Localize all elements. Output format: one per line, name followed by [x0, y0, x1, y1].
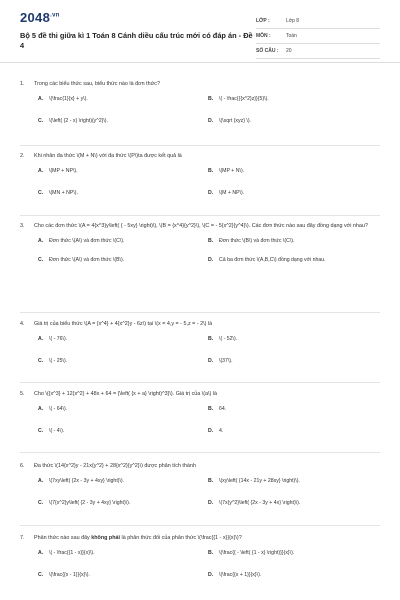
option-text: \( - 52\).: [219, 336, 238, 342]
option-letter: D.: [208, 427, 214, 434]
question-2: [20, 152, 380, 197]
options: [20, 550, 380, 579]
question-number: 6.: [20, 463, 25, 469]
option-letter: B.: [208, 168, 214, 174]
logo-text: 2048: [20, 10, 51, 25]
option-text: \(\frac{{ - \left( {1 - x} \right)}}{x}\).: [219, 550, 295, 556]
option-a[interactable]: [38, 406, 208, 414]
option-letter: B.: [208, 478, 214, 484]
meta-row-subject: [256, 29, 380, 44]
question-number: 1.: [20, 81, 25, 87]
option-letter: A.: [38, 478, 44, 484]
option-c[interactable]: [38, 358, 208, 366]
option-letter: C.: [38, 189, 44, 196]
logo-suffix: .vn: [50, 12, 60, 19]
option-text: \( - 25\).: [49, 357, 68, 364]
question-divider: [20, 525, 380, 526]
option-letter: B.: [208, 406, 214, 412]
option-text: \(\sqrt {xyz} \).: [219, 117, 251, 124]
option-text: \(M + NP\).: [219, 189, 245, 196]
option-b[interactable]: [208, 336, 378, 344]
option-letter: B.: [208, 550, 214, 556]
option-b[interactable]: [208, 550, 378, 558]
options: [20, 96, 380, 125]
option-b[interactable]: [208, 96, 378, 104]
option-d[interactable]: [208, 572, 378, 580]
question-emphasis: không phải: [91, 535, 121, 541]
option-c[interactable]: [38, 118, 208, 126]
question-divider: [20, 312, 380, 313]
question-text: [34, 534, 380, 542]
option-c[interactable]: [38, 572, 208, 580]
document-title: Bộ 5 đề thi giữa kì 1 Toán 8 Cánh diều cấu trúc mới có đáp án - Đề 4: [20, 31, 253, 50]
options: [20, 336, 380, 365]
option-text: \( - 64\).: [49, 406, 68, 412]
option-letter: A.: [38, 96, 44, 102]
option-letter: C.: [38, 499, 44, 506]
options: [20, 478, 380, 507]
option-text: \(\frac{{x + 1}}{x}\).: [219, 571, 262, 578]
question-1: [20, 80, 380, 125]
option-letter: D.: [208, 571, 214, 578]
option-text: \( - \frac{{1 - x}}{x}\).: [49, 550, 95, 556]
page-header: [0, 0, 400, 63]
option-text: \(MP + N\).: [219, 168, 245, 174]
options: [20, 238, 380, 264]
question-text-part: là phân thức đối của phân thức \(\frac{{1 - x}}{x}\)?: [120, 535, 242, 541]
option-a[interactable]: [38, 550, 208, 558]
option-text: \(\left( {2 - x} \right){y^2}\).: [49, 117, 108, 124]
question-text: Trong các biểu thức sau, biểu thức nào là đơn thức?: [34, 81, 160, 87]
option-c[interactable]: [38, 428, 208, 436]
option-c[interactable]: [38, 500, 208, 508]
option-text: \(\frac{1}{x} + y\).: [49, 96, 88, 102]
option-text: Đơn thức \(A\) và đơn thức \(B\).: [49, 256, 125, 263]
option-letter: C.: [38, 117, 44, 124]
question-text: Khi nhân đa thức \(M + N\) với đa thức \(P\)ta được kết quả là: [34, 153, 182, 159]
exam-meta-table: [256, 14, 380, 59]
option-letter: C.: [38, 256, 44, 263]
question-number: 2.: [20, 153, 25, 159]
question-number: 7.: [20, 535, 25, 541]
question-text: Cho \({x^3} + 12{x^2} + 48x + 64 = {\left( {x + a} \right)^3}\). Giá trị của \(a\) là: [34, 391, 218, 397]
option-b[interactable]: [208, 238, 378, 246]
option-d[interactable]: [208, 428, 378, 436]
option-letter: A.: [38, 238, 44, 244]
question-7: [20, 534, 380, 579]
meta-value: Lớp 8: [286, 18, 300, 24]
option-letter: A.: [38, 406, 44, 412]
option-text: \( - \frac{{{x^2}z}}{5}\).: [219, 96, 269, 102]
option-text: Cả ba đơn thức \(A,B,C\) đồng dạng với nhau.: [219, 256, 326, 263]
option-d[interactable]: [208, 358, 378, 366]
question-text-part: Phân thức nào sau đây: [34, 535, 92, 541]
option-letter: A.: [38, 550, 44, 556]
options: [20, 168, 380, 197]
option-text: \( - 76\).: [49, 336, 68, 342]
question-divider: [20, 452, 380, 453]
question-number: 4.: [20, 321, 25, 327]
meta-label: LỚP :: [256, 18, 270, 24]
option-letter: A.: [38, 168, 44, 174]
question-divider: [20, 382, 380, 383]
meta-value: 20: [286, 48, 292, 54]
option-text: \(37\).: [219, 357, 233, 364]
meta-row-class: [256, 14, 380, 29]
option-a[interactable]: [38, 168, 208, 176]
question-3: [20, 222, 380, 264]
option-d[interactable]: [208, 190, 378, 198]
option-letter: D.: [208, 189, 214, 196]
option-text: 4.: [219, 427, 224, 434]
option-b[interactable]: [208, 168, 378, 176]
question-number: 5.: [20, 391, 25, 397]
option-text: \(7x{y^2}\left( {2x - 3y + 4x} \right)\).: [219, 499, 301, 506]
question-4: [20, 320, 380, 365]
question-6: [20, 462, 380, 507]
option-d[interactable]: [208, 257, 378, 265]
question-divider: [20, 215, 380, 216]
option-c[interactable]: [38, 190, 208, 198]
option-letter: D.: [208, 256, 214, 263]
option-a[interactable]: [38, 238, 208, 246]
option-letter: C.: [38, 357, 44, 364]
question-text: Cho các đơn thức \(A = 4{x^3}y\left( { - 5xy} \right)\), \(B = {x^4}{y^2}\), \(C = - 5{x^2}{y^4}\). Các đơn thức nào sau đây đồng dạng với nhau?: [34, 223, 368, 229]
option-text: 64.: [219, 406, 227, 412]
question-text: Giá trị của biểu thức \(A = {x^4} + 4{x^2}y - 6z\) tại \(x = 4,y = - 5,z = - 2\) là: [34, 321, 213, 327]
option-d[interactable]: [208, 118, 378, 126]
meta-value: Toán: [286, 33, 297, 39]
option-text: \(\frac{{x - 1}}{x}\).: [49, 571, 90, 578]
meta-label: MÔN :: [256, 33, 271, 39]
option-text: \(MP + NP\).: [49, 168, 78, 174]
question-5: [20, 390, 380, 435]
option-letter: D.: [208, 357, 214, 364]
option-b[interactable]: [208, 478, 378, 486]
question-divider: [20, 145, 380, 146]
option-a[interactable]: [38, 478, 208, 486]
options: [20, 406, 380, 435]
option-a[interactable]: [38, 96, 208, 104]
option-letter: B.: [208, 238, 214, 244]
meta-row-count: [256, 44, 380, 59]
option-letter: B.: [208, 336, 214, 342]
option-text: \(MN + NP\).: [49, 189, 78, 196]
option-letter: A.: [38, 336, 44, 342]
option-b[interactable]: [208, 406, 378, 414]
option-a[interactable]: [38, 336, 208, 344]
option-letter: C.: [38, 427, 44, 434]
option-d[interactable]: [208, 500, 378, 508]
option-text: \(7{x^2}y\left( {2 - 3y + 4xy} \right)\).: [49, 499, 131, 506]
option-text: Đơn thức \(A\) và đơn thức \(C\).: [49, 238, 125, 244]
question-number: 3.: [20, 223, 25, 229]
option-letter: C.: [38, 571, 44, 578]
option-letter: D.: [208, 117, 214, 124]
option-text: \(xy\left( {14x - 21y + 28xy} \right)\).: [219, 478, 300, 484]
option-letter: D.: [208, 499, 214, 506]
site-logo[interactable]: [20, 10, 60, 25]
option-text: \( - 4\).: [49, 427, 65, 434]
option-c[interactable]: [38, 257, 208, 265]
option-text: Đơn thức \(B\) và đơn thức \(C\).: [219, 238, 295, 244]
option-text: \(7xy\left( {2x - 3y + 4xy} \right)\).: [49, 478, 125, 484]
question-text: Đa thức \(14{x^2}y - 21x{y^2} + 28{x^2}{y^2}\) được phân tích thành: [34, 463, 196, 469]
meta-label: SỐ CÂU :: [256, 48, 279, 54]
option-letter: B.: [208, 96, 214, 102]
